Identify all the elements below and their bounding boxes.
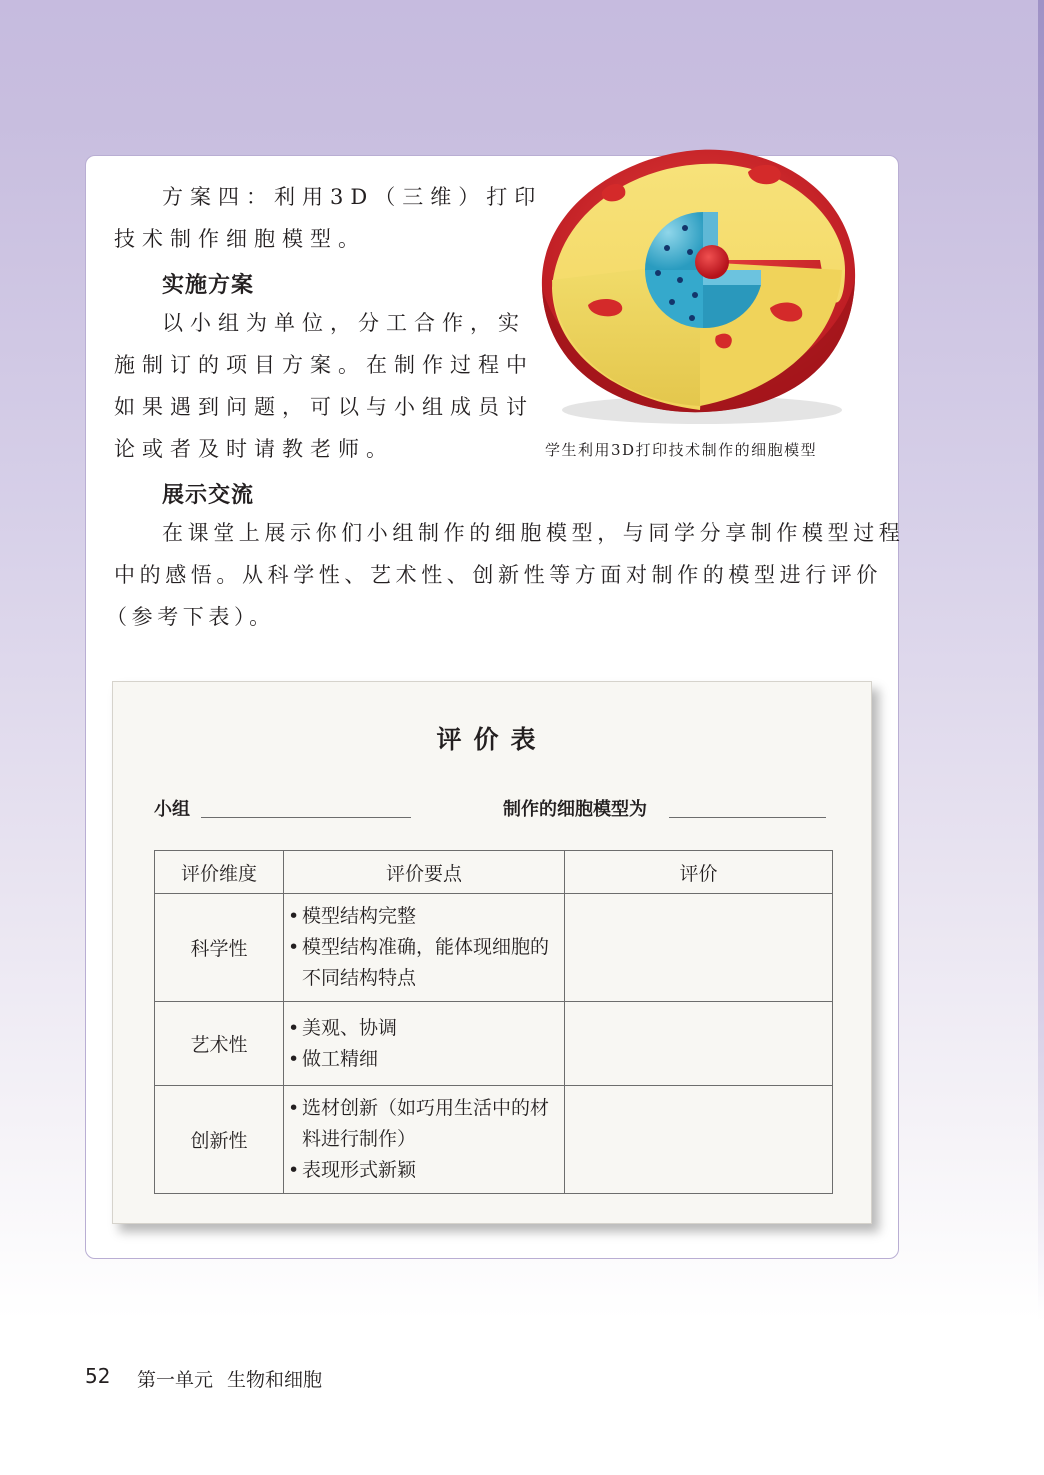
plan-line-1: 方案四：利用3D（三维）打印: [162, 185, 543, 209]
unit-label: 第一单元: [137, 1369, 214, 1391]
unit-title: 生物和细胞: [227, 1369, 323, 1391]
group-blank[interactable]: [201, 817, 411, 818]
evaluation-cell[interactable]: [565, 1002, 833, 1086]
exhibition-line-2: 中的感悟。从科学性、艺术性、创新性等方面对制作的模型进行评价: [114, 563, 882, 587]
header-dimension: 评价维度: [155, 851, 284, 894]
table-row-science: [155, 894, 833, 1002]
implementation-line-1: 以小组为单位，分工合作，实: [162, 311, 526, 335]
exhibition-line-1: 在课堂上展示你们小组制作的细胞模型，与同学分享制作模型过程: [162, 521, 905, 545]
point-item: • 模型结构完整: [288, 901, 564, 932]
point-item: • 表现形式新颖: [288, 1155, 564, 1186]
evaluation-cell[interactable]: [565, 894, 833, 1002]
point-item: • 选材创新（如巧用生活中的材料进行制作）: [288, 1093, 564, 1155]
model-label: 制作的细胞模型为: [503, 799, 647, 820]
model-blank[interactable]: [669, 817, 826, 818]
implementation-line-4: 论或者及时请教老师。: [114, 437, 394, 461]
dimension-cell: 科学性: [155, 894, 284, 1002]
point-item: • 模型结构准确，能体现细胞的不同结构特点: [288, 932, 557, 994]
points-cell: [284, 1086, 565, 1194]
table-row-art: [155, 1002, 833, 1086]
implementation-line-3: 如果遇到问题，可以与小组成员讨: [114, 395, 534, 419]
table-header-row: [155, 851, 833, 894]
point-item: • 美观、协调: [288, 1013, 564, 1044]
header-evaluation: 评价: [565, 851, 833, 894]
dimension-cell: 创新性: [155, 1086, 284, 1194]
implementation-heading: 实施方案: [162, 273, 255, 298]
page-number: 52: [85, 1364, 111, 1388]
exhibition-line-3: （参考下表）。: [106, 605, 275, 629]
group-label: 小组: [154, 799, 190, 820]
point-item: • 做工精细: [288, 1044, 564, 1075]
implementation-line-2: 施制订的项目方案。在制作过程中: [114, 353, 534, 377]
cell-model-image: [530, 140, 870, 430]
table-row-innovation: [155, 1086, 833, 1194]
dimension-cell: 艺术性: [155, 1002, 284, 1086]
page-edge-tab: [1038, 0, 1044, 1320]
evaluation-form: [112, 681, 872, 1224]
points-cell: [284, 894, 565, 1002]
plan-line-2: 技术制作细胞模型。: [114, 227, 366, 251]
running-footer: [137, 1365, 322, 1392]
evaluation-table: [154, 850, 833, 1194]
exhibition-heading: 展示交流: [162, 483, 255, 508]
header-points: 评价要点: [284, 851, 565, 894]
figure-caption: 学生利用3D打印技术制作的细胞模型: [545, 441, 818, 459]
evaluation-cell[interactable]: [565, 1086, 833, 1194]
evaluation-title: 评价表: [436, 725, 548, 754]
points-cell: [284, 1002, 565, 1086]
